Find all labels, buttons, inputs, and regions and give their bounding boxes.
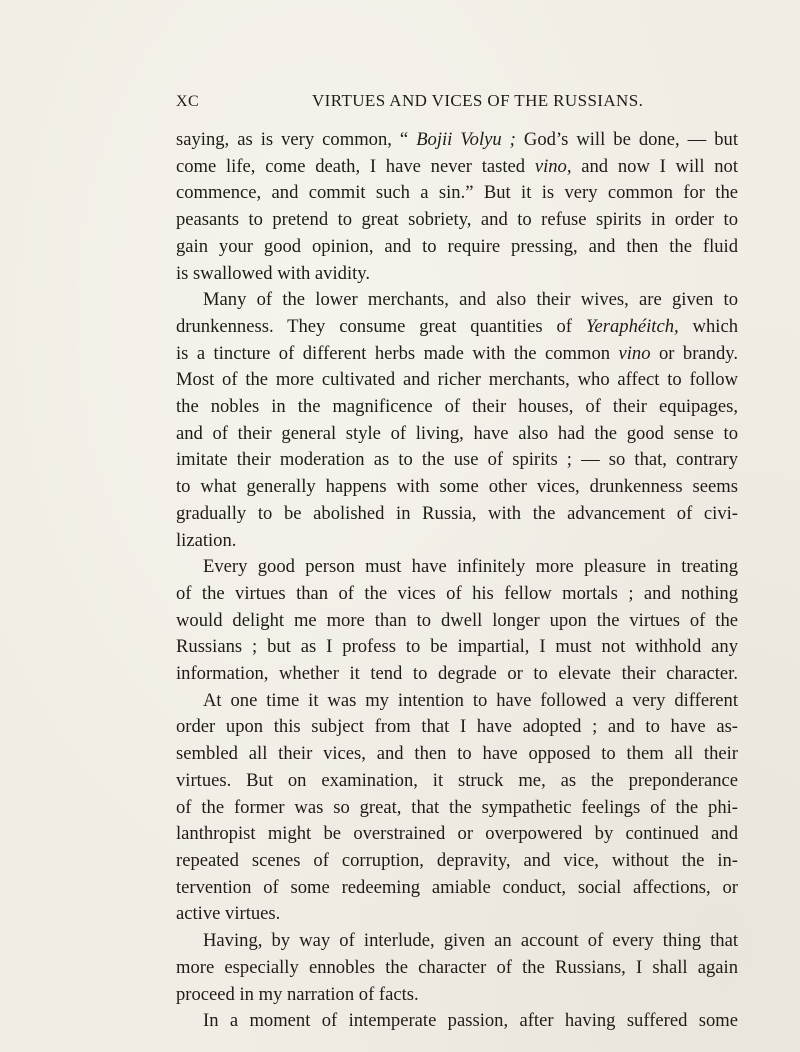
running-head: VIRTUES AND VICES OF THE RUSSIANS. xyxy=(312,91,644,110)
text-line: Russians ; but as I profess to be impartial, I must not withhold any xyxy=(176,636,738,658)
text-line: Many of the lower merchants, and also their wives, are given to xyxy=(203,289,738,311)
text-line: information, whether it tend to degrade or to elevate their character. xyxy=(176,663,738,685)
text-line: would delight me more than to dwell longer upon the virtues of the xyxy=(176,609,738,631)
text-line: Having, by way of interlude, given an account of every thing that xyxy=(203,930,738,952)
text-line: and of their general style of living, have also had the good sense to xyxy=(176,422,738,444)
text-line: active virtues. xyxy=(176,903,281,925)
text-line: of the former was so great, that the sympathetic feelings of the phi- xyxy=(176,796,738,818)
text-line: is a tincture of different herbs made with the common vino or brandy. xyxy=(176,342,738,364)
text-line: to what generally happens with some other vices, drunkenness seems xyxy=(176,476,738,498)
text-line: more especially ennobles the character of the Russians, I shall again xyxy=(176,956,738,978)
text-line: is swallowed with avidity. xyxy=(176,262,371,284)
text-line: lization. xyxy=(176,529,237,551)
body-text xyxy=(176,127,738,1035)
text-line: tervention of some redeeming amiable conduct, social affections, or xyxy=(176,876,738,898)
text-line: lanthropist might be overstrained or overpowered by continued and xyxy=(176,823,738,845)
text-line: the nobles in the magnificence of their houses, of their equipages, xyxy=(176,396,738,418)
text-line: gain your good opinion, and to require pressing, and then the fluid xyxy=(176,235,738,257)
text-line: virtues. But on examination, it struck me, as the preponderance xyxy=(176,769,738,791)
text-line: drunkenness. They consume great quantities of Yeraphéitch, which xyxy=(176,315,738,337)
text-line: come life, come death, I have never tasted vino, and now I will not xyxy=(176,155,738,177)
page-number: XC xyxy=(176,93,200,110)
text-line: proceed in my narration of facts. xyxy=(176,983,419,1005)
text-line: gradually to be abolished in Russia, with the advancement of civi- xyxy=(176,502,738,524)
text-line: imitate their moderation as to the use of spirits ; — so that, contrary xyxy=(176,449,738,471)
text-line: saying, as is very common, “ Bojii Volyu ; God’s will be done, — but xyxy=(176,129,739,150)
text-line: In a moment of intemperate passion, after having suffered some xyxy=(203,1010,738,1032)
text-line: order upon this subject from that I have adopted ; and to have as- xyxy=(176,716,738,738)
text-line: Most of the more cultivated and richer merchants, who affect to follow xyxy=(176,369,738,391)
text-line: sembled all their vices, and then to have opposed to them all their xyxy=(176,743,738,765)
text-line: of the virtues than of the vices of his fellow mortals ; and nothing xyxy=(176,582,738,604)
text-line: commence, and commit such a sin.” But it is very common for the xyxy=(176,182,738,204)
text-line: repeated scenes of corruption, depravity, and vice, without the in- xyxy=(176,849,738,871)
text-line: peasants to pretend to great sobriety, and to refuse spirits in order to xyxy=(176,209,738,231)
text-line: At one time it was my intention to have followed a very different xyxy=(203,689,738,711)
text-line: Every good person must have infinitely more pleasure in treating xyxy=(203,556,738,578)
